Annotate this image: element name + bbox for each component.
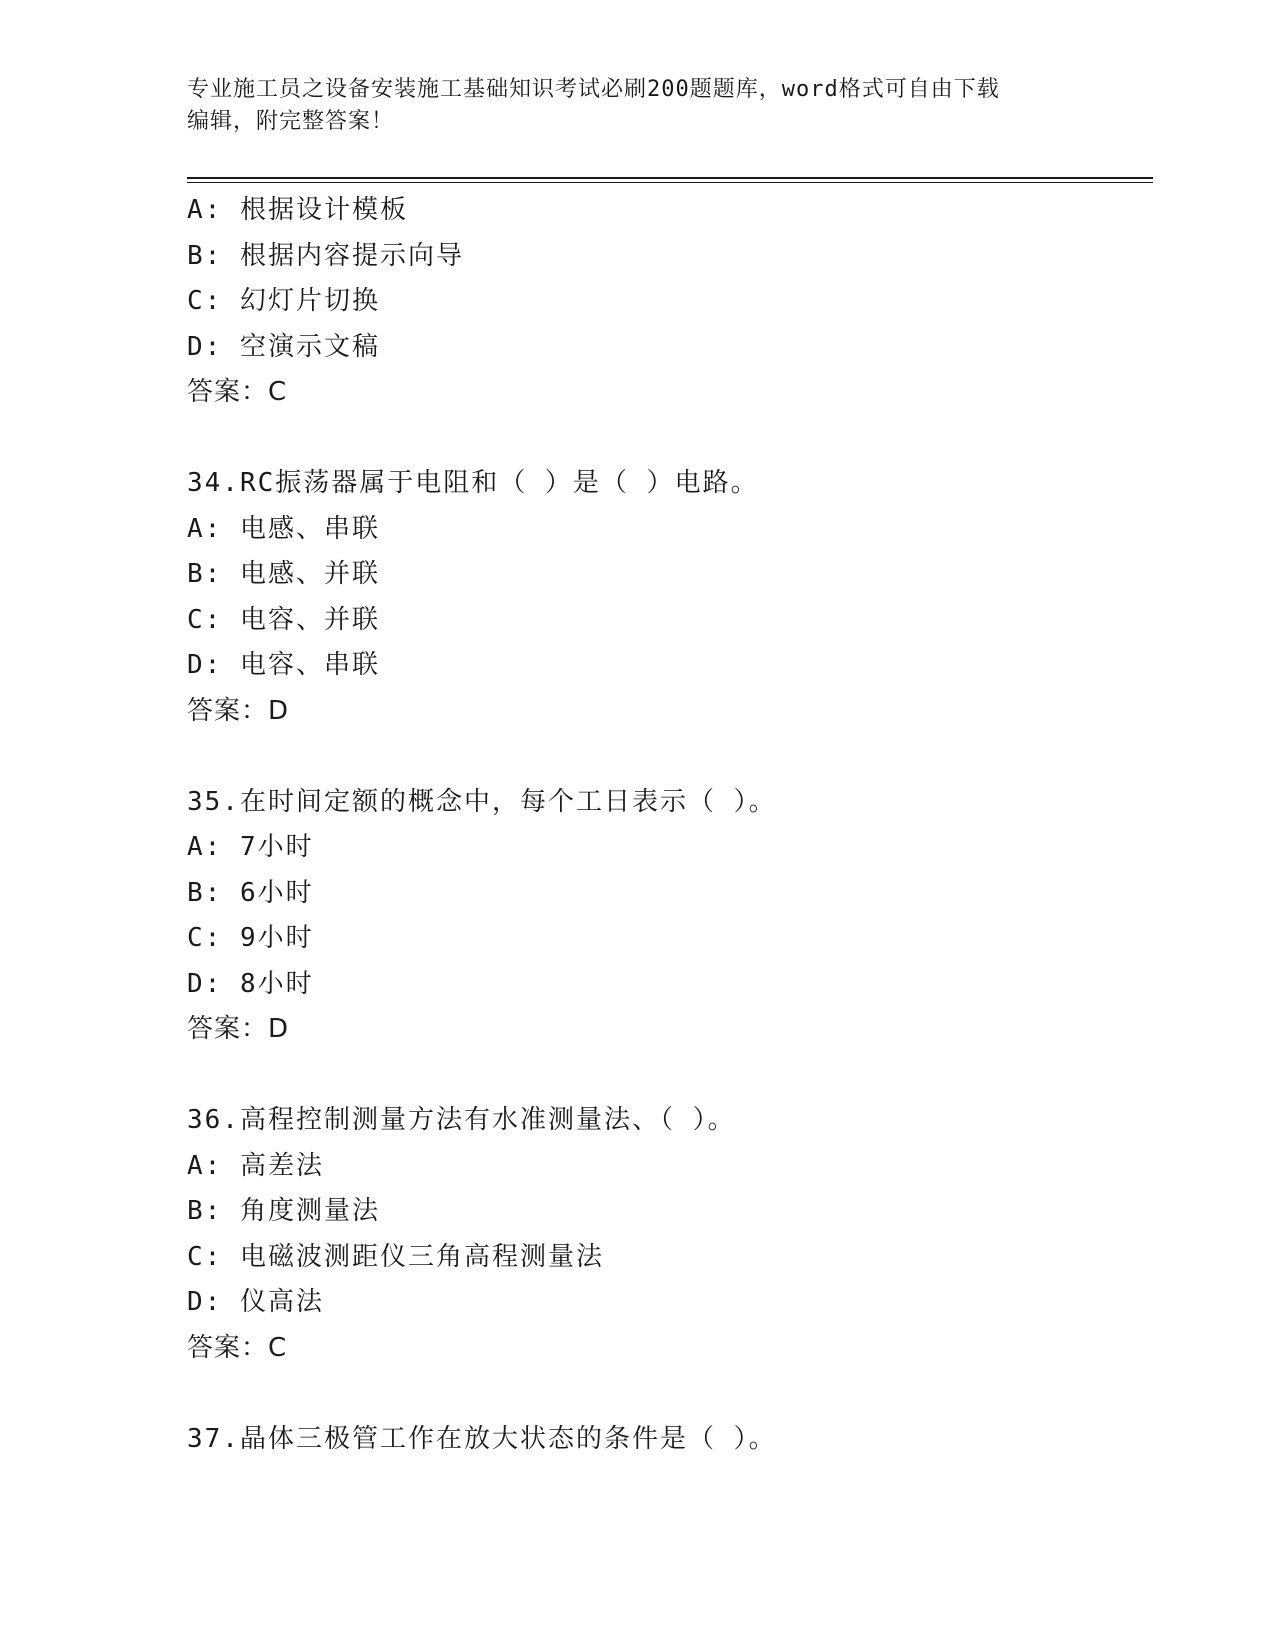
option-b: B: 6小时 — [187, 877, 314, 908]
answer: 答案：D — [187, 695, 290, 726]
question-block-34 — [187, 461, 1147, 734]
spacer — [187, 734, 1147, 780]
option-a: A: 电感、串联 — [187, 513, 380, 544]
question-text: 36.高程控制测量方法有水准测量法、（ ）。 — [187, 1105, 736, 1135]
option-d: D: 仪高法 — [187, 1287, 324, 1317]
spacer — [187, 416, 1147, 462]
header-rule-thick — [187, 177, 1153, 179]
question-text: 37.晶体三极管工作在放大状态的条件是（ ）。 — [187, 1423, 777, 1454]
header-line-1: 专业施工员之设备安装施工基础知识考试必刷200题题库，word格式可自由下载 — [187, 77, 1000, 102]
option-a: A: 7小时 — [187, 832, 314, 862]
option-b: B: 电感、并联 — [187, 559, 380, 589]
answer: 答案：C — [187, 377, 288, 407]
option-d: D: 空演示文稿 — [187, 331, 380, 362]
option-b: B: 根据内容提示向导 — [187, 240, 464, 271]
option-a: A: 高差法 — [187, 1150, 324, 1181]
spacer — [187, 1053, 1147, 1099]
question-block-35 — [187, 780, 1147, 1053]
option-c: C: 幻灯片切换 — [187, 286, 380, 316]
question-list — [187, 188, 1147, 1462]
spacer — [187, 1371, 1147, 1417]
question-text: 34.RC振荡器属于电阻和（ ）是（ ）电路。 — [187, 468, 759, 498]
option-d: D: 电容、串联 — [187, 650, 380, 680]
answer: 答案：D — [187, 1014, 290, 1044]
document-header — [187, 74, 1087, 138]
question-text: 35.在时间定额的概念中，每个工日表示（ ）。 — [187, 786, 777, 817]
option-b: B: 角度测量法 — [187, 1196, 380, 1226]
answer: 答案：C — [187, 1332, 288, 1363]
question-block-36 — [187, 1098, 1147, 1371]
option-a: A: 根据设计模板 — [187, 195, 408, 225]
option-c: C: 电磁波测距仪三角高程测量法 — [187, 1241, 604, 1272]
header-rule-thin — [187, 182, 1153, 183]
option-c: C: 电容、并联 — [187, 604, 380, 635]
option-c: C: 9小时 — [187, 923, 314, 953]
question-block-37 — [187, 1417, 1147, 1463]
question-block-33 — [187, 188, 1147, 416]
option-d: D: 8小时 — [187, 968, 314, 999]
header-line-2: 编辑，附完整答案！ — [187, 109, 395, 134]
